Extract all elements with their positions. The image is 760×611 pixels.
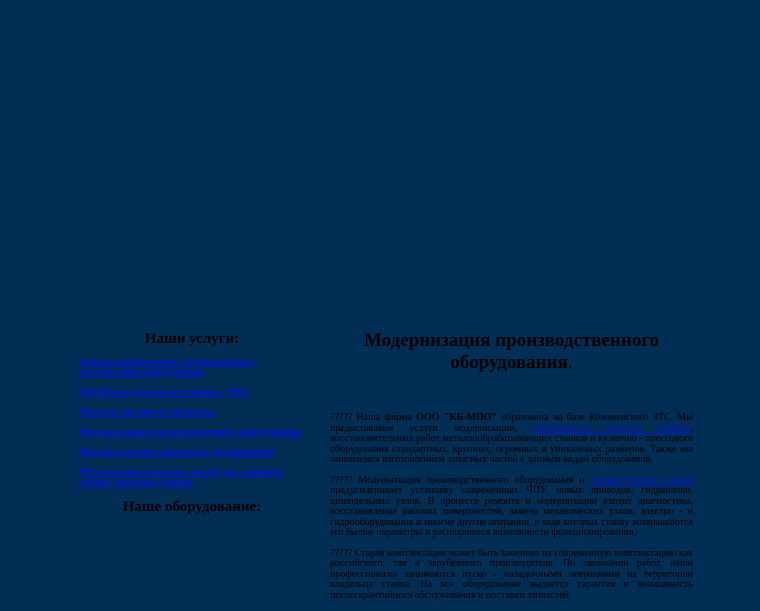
sidebar — [79, 330, 305, 516]
paragraph-intro — [330, 413, 693, 466]
equipment-heading: Наше оборудование: — [122, 499, 262, 515]
page-title-text: Модернизация производственного оборудования — [363, 330, 659, 373]
service-link-sheet-cutting[interactable]: Раскрой листового материала — [79, 407, 215, 418]
paragraph-prefix: ????? — [330, 474, 353, 486]
service-link-new-equipment[interactable]: Продажа нового металлорежущего оборудования — [79, 427, 301, 438]
main-content — [330, 330, 693, 611]
services-heading: Наши услуги: — [144, 331, 240, 347]
service-link-cnc[interactable]: Обработка деталей на станках с ЧПУ — [79, 387, 250, 398]
service-link-repair[interactable]: Капитальный ремонт, модернизация и изготовление оборудования — [79, 357, 255, 378]
paragraph-text: образована на базе Коломенского ЗТС. Мы предоставляем услуги модернизации, — [330, 412, 693, 434]
page-title-dot: . — [567, 352, 573, 373]
page-title — [330, 330, 693, 374]
company-name: ООО "КБ-МПО" — [416, 412, 498, 423]
service-link-spare-parts[interactable]: Изготовление запасных частей для станков и ремонт тяжелых станков — [79, 467, 284, 488]
paragraph-text: Модернизация производственного оборудования и — [352, 474, 591, 486]
paragraph-text: Наша фирма — [352, 412, 417, 423]
service-link-bearings[interactable]: Продажа крупногабаритных подшипников — [79, 447, 275, 458]
paragraph-text: , восстановительных работ металлообрабатывающих станков и кузнечно - прессового оборудования стандартных, крупных, огромных и уникальных размеров. Также мы занимаемся изготовлением запасных частей к данным видам оборудования. — [330, 422, 693, 465]
reconstruction-link[interactable]: реконструкция станков — [590, 474, 693, 486]
services-list — [79, 358, 305, 488]
paragraph-text: Старая комплектация может быть заменена на современную комплектацию как российского, так и зарубежного производителя. По окончании работ, наши профессионалы занимаются пуско - наладочными операциями на территории владельца станка. На все оборудование выдается гарантия и возможность послегарантийного обслуживания и поставки запчастей. — [330, 547, 694, 601]
paragraph-text: предусматривает установку современных ЧПУ, новых приводов, гидравлики, шпиндельных узлов. В процессе ремонта и модернизации входит диагностика, восстановление рабочих поверхностей, замена механических узлов, электро - и гидрооборудования и многие другие операции, в ходе которых станку возвращаются его былые параметры и расширяются возможности функционирования. — [330, 485, 693, 538]
paragraph-prefix: ????? — [330, 412, 353, 423]
paragraph-equipment — [330, 549, 693, 602]
capital-repair-link[interactable]: капитального ремонта станков — [533, 422, 691, 434]
paragraph-prefix: ????? — [330, 547, 353, 559]
paragraph-modernization — [330, 476, 693, 539]
